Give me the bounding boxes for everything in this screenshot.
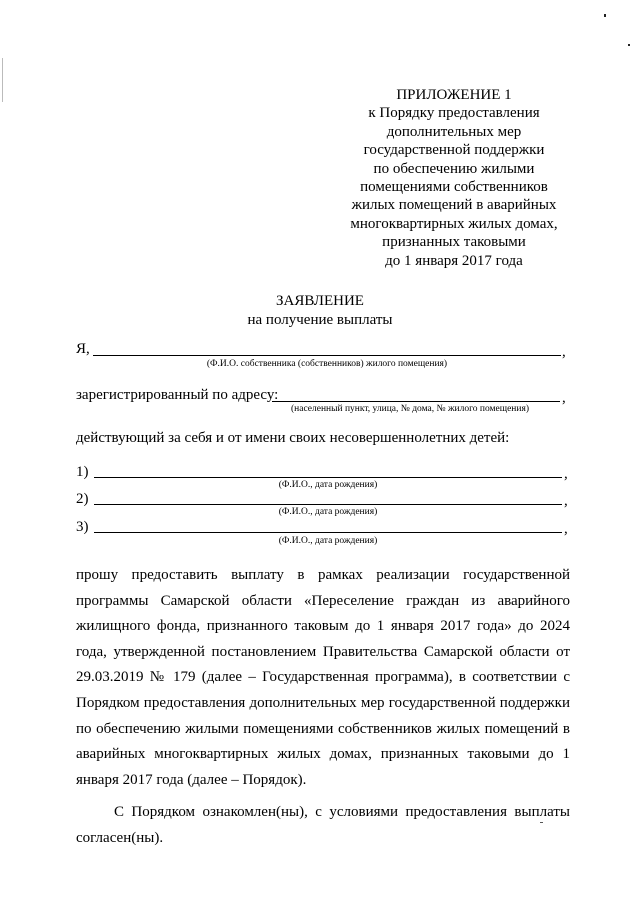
child-2-field[interactable] — [94, 504, 562, 505]
child-caption: (Ф.И.О., дата рождения) — [278, 536, 378, 546]
field-comma: , — [562, 390, 566, 406]
document-title — [200, 292, 440, 330]
child-number: 2) — [76, 491, 89, 507]
field-comma: , — [564, 493, 568, 509]
title-heading: ЗАЯВЛЕНИЕ — [276, 293, 364, 309]
applicant-caption: (Ф.И.О. собственника (собственников) жилого помещения) — [206, 359, 448, 369]
appendix-line: жилых помещений в аварийных — [351, 197, 557, 214]
address-label: зарегистрированный по адресу: — [76, 387, 279, 403]
appendix-line: до 1 января 2017 года — [385, 252, 523, 269]
child-1-field[interactable] — [94, 477, 562, 478]
child-number: 3) — [76, 519, 89, 535]
child-caption: (Ф.И.О., дата рождения) — [278, 480, 378, 490]
child-caption: (Ф.И.О., дата рождения) — [278, 507, 378, 517]
scan-mark — [2, 58, 3, 102]
appendix-line: дополнительных мер — [386, 123, 522, 140]
appendix-line: по обеспечению жилыми — [373, 160, 535, 177]
appendix-header — [330, 86, 578, 270]
applicant-label: Я, — [76, 341, 90, 357]
title-subheading: на получение выплаты — [247, 312, 393, 328]
field-comma: , — [562, 344, 566, 360]
appendix-line: помещениями собственников — [360, 179, 548, 196]
applicant-name-field[interactable] — [93, 355, 561, 356]
appendix-line: к Порядку предоставления — [368, 105, 540, 122]
scan-mark — [628, 44, 630, 46]
appendix-line: многоквартирных жилых домах, — [350, 215, 558, 232]
appendix-line: государственной поддержки — [363, 142, 545, 159]
address-caption: (населенный пункт, улица, № дома, № жилого помещения) — [290, 404, 529, 414]
field-comma: , — [564, 466, 568, 482]
application-body — [76, 563, 570, 852]
child-3-field[interactable] — [94, 532, 562, 533]
field-comma: , — [564, 521, 568, 537]
appendix-line: признанных таковыми — [382, 234, 526, 251]
address-field[interactable] — [272, 401, 560, 402]
children-intro: действующий за себя и от имени своих несовершеннолетних детей: — [76, 430, 510, 446]
scan-mark — [604, 14, 606, 17]
appendix-line: ПРИЛОЖЕНИЕ 1 — [396, 87, 512, 103]
request-paragraph: прошу предоставить выплату в рамках реализации государственной программы Самарской области «Переселение граждан из аварийного жилищного фонда, признанного таковым до 1 января 2017 года» до 2024 года, утвержденной постановлением Правительства Самарской области от 29.03.2019 № 179 (далее – Государственная программа), в соответствии с Порядком предоставления дополнительных мер государственной поддержки по обеспечению жилыми помещениями собственников жилых помещений в аварийных многоквартирных жилых домах, признанных таковыми до 1 января 2017 года (далее – Порядок). — [76, 567, 570, 788]
child-number: 1) — [76, 464, 89, 480]
consent-paragraph: С Порядком ознакомлен(ны), с условиями предоставления выплаты согласен(ны). — [76, 804, 570, 846]
